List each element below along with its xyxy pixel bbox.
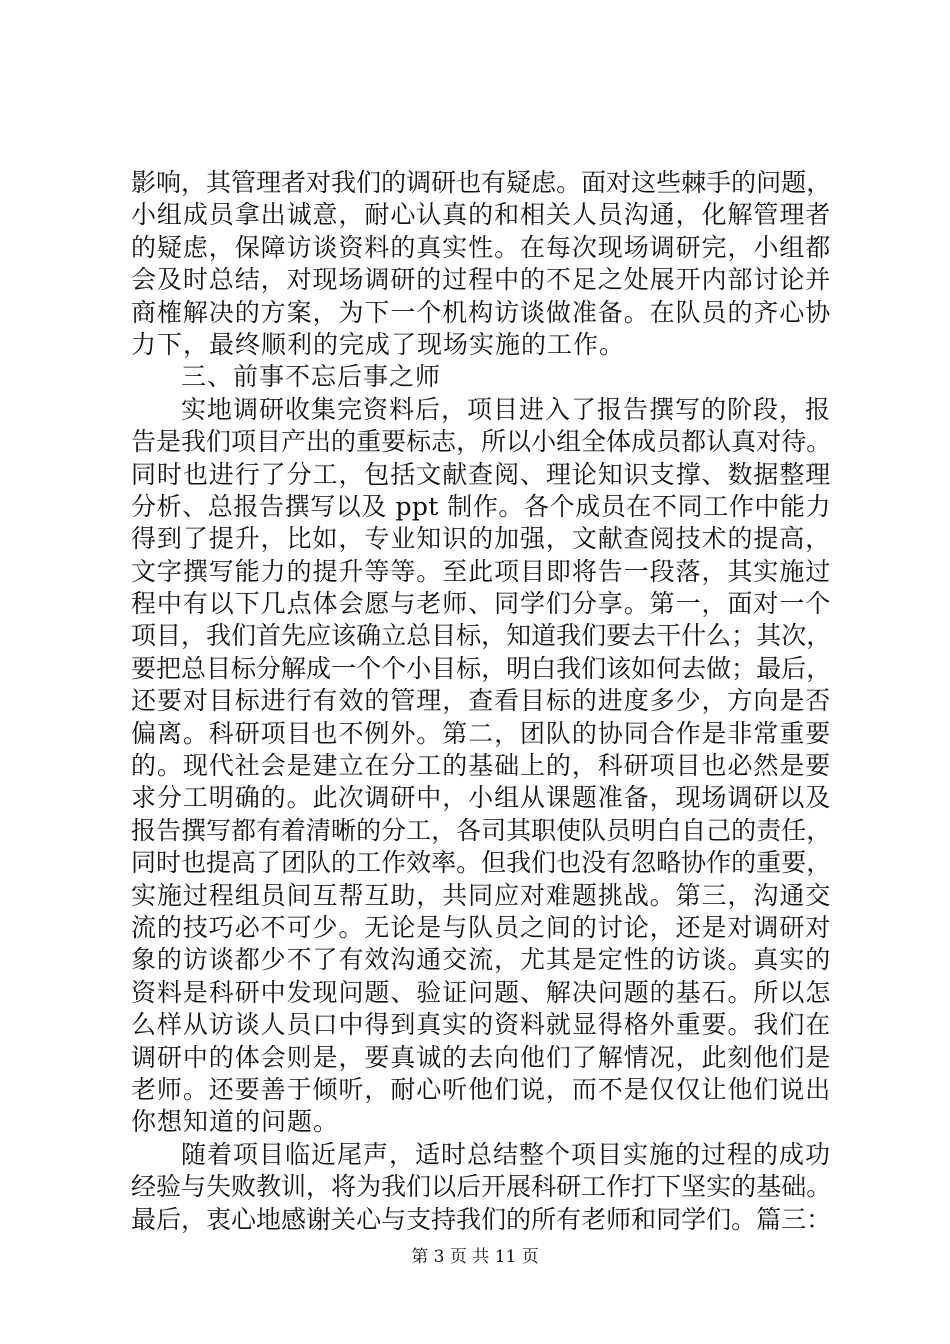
text-line: 随着项目临近尾声，适时总结整个项目实施的过程的成功 [181, 1139, 831, 1169]
text-line: 会及时总结，对现场调研的过程中的不足之处展开内部讨论并 [131, 265, 831, 295]
page-footer: 第 3 页 共 11 页 [411, 1247, 539, 1267]
text-line: 分析、总报告撰写以及 ppt 制作。各个成员在不同工作中能力 [131, 491, 831, 521]
text-line: 报告撰写都有着清晰的分工，各司其职使队员明白自己的责任， [131, 815, 831, 845]
text-line: 老师。还要善于倾听，耐心听他们说，而不是仅仅让他们说出 [131, 1074, 831, 1104]
text-line: 项目，我们首先应该确立总目标，知道我们要去干什么；其次， [131, 621, 831, 651]
text-line: 同时也进行了分工，包括文献查阅、理论知识支撑、数据整理 [131, 459, 831, 489]
text-line: 文字撰写能力的提升等等。至此项目即将告一段落，其实施过 [131, 556, 831, 586]
text-line: 最后，衷心地感谢关心与支持我们的所有老师和同学们。篇三： [131, 1204, 831, 1234]
text-line: 调研中的体会则是，要真诚的去向他们了解情况，此刻他们是 [131, 1042, 831, 1072]
text-line: 的疑虑，保障访谈资料的真实性。在每次现场调研完，小组都 [131, 232, 831, 262]
text-line: 偏离。科研项目也不例外。第二，团队的协同合作是非常重要 [131, 718, 831, 748]
body-text [131, 167, 831, 1236]
text-line: 的。现代社会是建立在分工的基础上的，科研项目也必然是要 [131, 751, 831, 781]
text-line: 商榷解决的方案，为下一个机构访谈做准备。在队员的齐心协 [131, 297, 831, 327]
text-line: 资料是科研中发现问题、验证问题、解决问题的基石。所以怎 [131, 977, 831, 1007]
text-line: 小组成员拿出诚意，耐心认真的和相关人员沟通，化解管理者 [131, 200, 831, 230]
text-line: 求分工明确的。此次调研中，小组从课题准备，现场调研以及 [131, 783, 831, 813]
text-line: 要把总目标分解成一个个小目标，明白我们该如何去做；最后， [131, 653, 831, 683]
text-line: 你想知道的问题。 [131, 1107, 340, 1137]
text-line: 流的技巧必不可少。无论是与队员之间的讨论，还是对调研对 [131, 912, 831, 942]
text-line: 得到了提升，比如，专业知识的加强，文献查阅技术的提高， [131, 524, 831, 554]
text-line: 程中有以下几点体会愿与老师、同学们分享。第一，面对一个 [131, 589, 831, 619]
text-line: 么样从访谈人员口中得到真实的资料就显得格外重要。我们在 [131, 1010, 831, 1040]
text-line: 还要对目标进行有效的管理，查看目标的进度多少，方向是否 [131, 686, 831, 716]
text-line: 力下，最终顺利的完成了现场实施的工作。 [131, 329, 626, 359]
text-line: 告是我们项目产出的重要标志，所以小组全体成员都认真对待。 [131, 427, 831, 457]
text-line: 经验与失败教训，将为我们以后开展科研工作打下坚实的基础。 [131, 1172, 831, 1202]
text-line: 实施过程组员间互帮互助，共同应对难题挑战。第三，沟通交 [131, 880, 831, 910]
text-line: 影响，其管理者对我们的调研也有疑虑。面对这些棘手的问题， [131, 168, 831, 197]
text-line: 象的访谈都少不了有效沟通交流，尤其是定性的访谈。真实的 [131, 945, 831, 975]
section-heading: 三、前事不忘后事之师 [181, 362, 442, 392]
text-line: 实地调研收集完资料后，项目进入了报告撰写的阶段，报 [181, 394, 831, 424]
text-line: 同时也提高了团队的工作效率。但我们也没有忽略协作的重要， [131, 848, 831, 878]
